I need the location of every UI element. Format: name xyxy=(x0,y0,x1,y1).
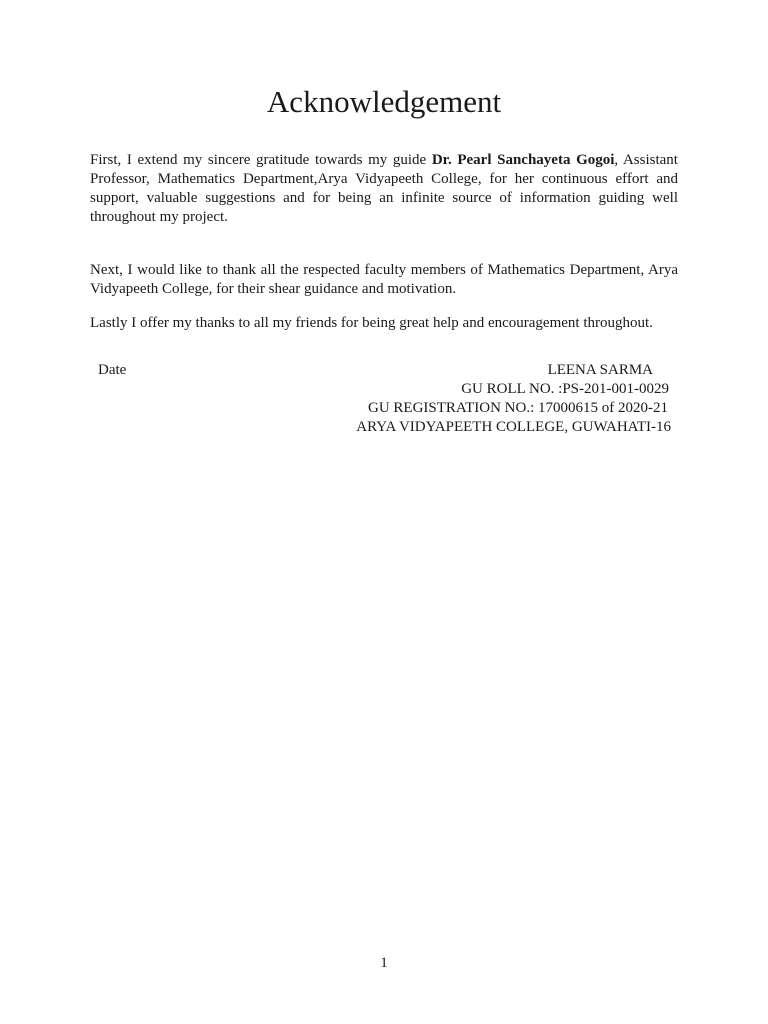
acknowledgement-paragraph-faculty: Next, I would like to thank all the respected faculty members of Mathematics Department, Arya Vidyapeeth College, for their shear guidance and motivation. xyxy=(90,262,678,297)
roll-number: GU ROLL NO. :PS-201-001-0029 xyxy=(461,381,669,397)
college-name: ARYA VIDYAPEETH COLLEGE, GUWAHATI-16 xyxy=(356,419,671,435)
registration-number: GU REGISTRATION NO.: 17000615 of 2020-21 xyxy=(368,400,668,416)
acknowledgement-paragraph-guide xyxy=(90,151,678,227)
signature-block xyxy=(356,361,671,437)
guide-name: Dr. Pearl Sanchayeta Gogoi xyxy=(431,152,615,168)
signatory-name: LEENA SARMA xyxy=(547,362,653,378)
paragraph-text-after: , Assistant Professor, Mathematics Department,Arya Vidyapeeth College, for her continuous effort and support, valuable suggestions and for being an infinite source of information guiding well throughout my project. xyxy=(90,152,678,225)
paragraph-text-before: First, I extend my sincere gratitude towards my guide xyxy=(90,152,432,168)
date-label: Date xyxy=(98,362,127,378)
page-title: Acknowledgement xyxy=(266,84,502,119)
acknowledgement-paragraph-friends: Lastly I offer my thanks to all my friends for being great help and encouragement throughout. xyxy=(90,315,653,331)
page-number: 1 xyxy=(380,955,388,971)
